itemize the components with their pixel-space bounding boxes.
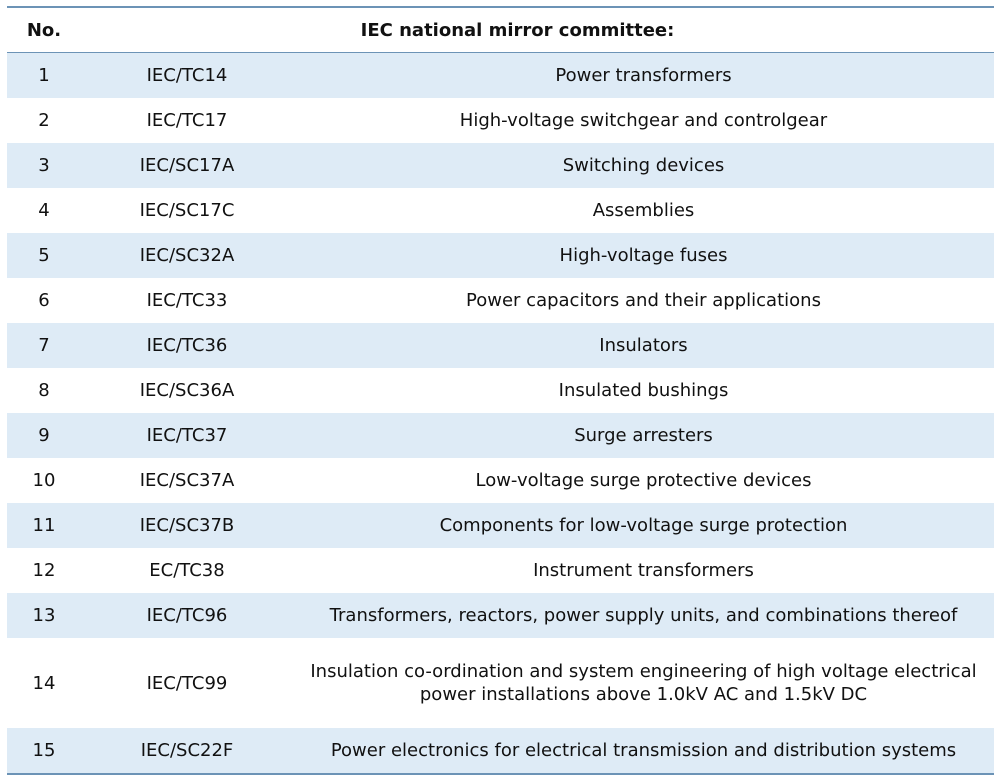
row-name [293, 660, 994, 706]
row-name: Insulated bushings [558, 380, 729, 401]
row-name: Power electronics for electrical transmission and distribution systems [330, 740, 957, 761]
row-no: 9 [38, 425, 50, 446]
row-name: High-voltage fuses [559, 245, 728, 266]
committee-table [7, 6, 994, 775]
row-code: IEC/SC32A [139, 245, 235, 266]
row-name-line-1: Insulation co-ordination and system engineering of high voltage electrical [310, 661, 977, 682]
row-code: IEC/SC37B [139, 515, 235, 536]
row-name: Insulators [599, 335, 688, 356]
row-name: Transformers, reactors, power supply units, and combinations thereof [329, 605, 958, 626]
table-row [7, 368, 994, 413]
row-name: Components for low-voltage surge protection [439, 515, 848, 536]
row-name: High-voltage switchgear and controlgear [459, 110, 828, 131]
table-row [7, 53, 994, 98]
row-name: Power transformers [555, 65, 732, 86]
row-code: IEC/SC36A [139, 380, 235, 401]
row-code: IEC/SC37A [139, 470, 235, 491]
table-row [7, 593, 994, 638]
row-no: 10 [32, 470, 56, 491]
table-row [7, 638, 994, 728]
row-code: IEC/TC33 [146, 290, 228, 311]
table-row [7, 503, 994, 548]
row-no: 2 [38, 110, 50, 131]
row-name: Assemblies [592, 200, 695, 221]
row-code: IEC/SC17A [139, 155, 235, 176]
row-no: 3 [38, 155, 50, 176]
row-no: 13 [32, 605, 56, 626]
row-name: Surge arresters [574, 425, 713, 446]
row-code: IEC/SC17C [139, 200, 235, 221]
row-name: Power capacitors and their applications [466, 290, 821, 311]
row-name: Switching devices [562, 155, 725, 176]
table-row [7, 728, 994, 773]
row-code: IEC/TC36 [146, 335, 228, 356]
row-code: IEC/TC17 [146, 110, 228, 131]
row-no: 4 [38, 200, 50, 221]
row-name: Instrument transformers [533, 560, 754, 581]
row-no: 11 [32, 515, 56, 536]
header-committee: IEC national mirror committee: [360, 19, 675, 41]
table-row [7, 233, 994, 278]
row-code: IEC/SC22F [140, 740, 234, 761]
row-name-line-2: power installations above 1.0kV AC and 1.5kV DC [419, 684, 868, 705]
row-no: 14 [32, 672, 56, 694]
table-row [7, 323, 994, 368]
table-row [7, 188, 994, 233]
row-code: IEC/TC99 [146, 672, 228, 694]
row-no: 7 [38, 335, 50, 356]
table-header [7, 8, 994, 53]
row-no: 6 [38, 290, 50, 311]
row-name: Low-voltage surge protective devices [475, 470, 812, 491]
table-row [7, 98, 994, 143]
table-row [7, 548, 994, 593]
table-row [7, 278, 994, 323]
row-no: 5 [38, 245, 50, 266]
row-code: IEC/TC14 [146, 65, 228, 86]
row-no: 15 [32, 740, 56, 761]
header-no: No. [26, 19, 62, 41]
table-row [7, 458, 994, 503]
row-no: 1 [38, 65, 50, 86]
row-code: IEC/TC96 [146, 605, 228, 626]
row-no: 8 [38, 380, 50, 401]
table-row [7, 413, 994, 458]
row-code: EC/TC38 [149, 560, 225, 581]
row-no: 12 [32, 560, 56, 581]
table-row [7, 143, 994, 188]
row-code: IEC/TC37 [146, 425, 228, 446]
